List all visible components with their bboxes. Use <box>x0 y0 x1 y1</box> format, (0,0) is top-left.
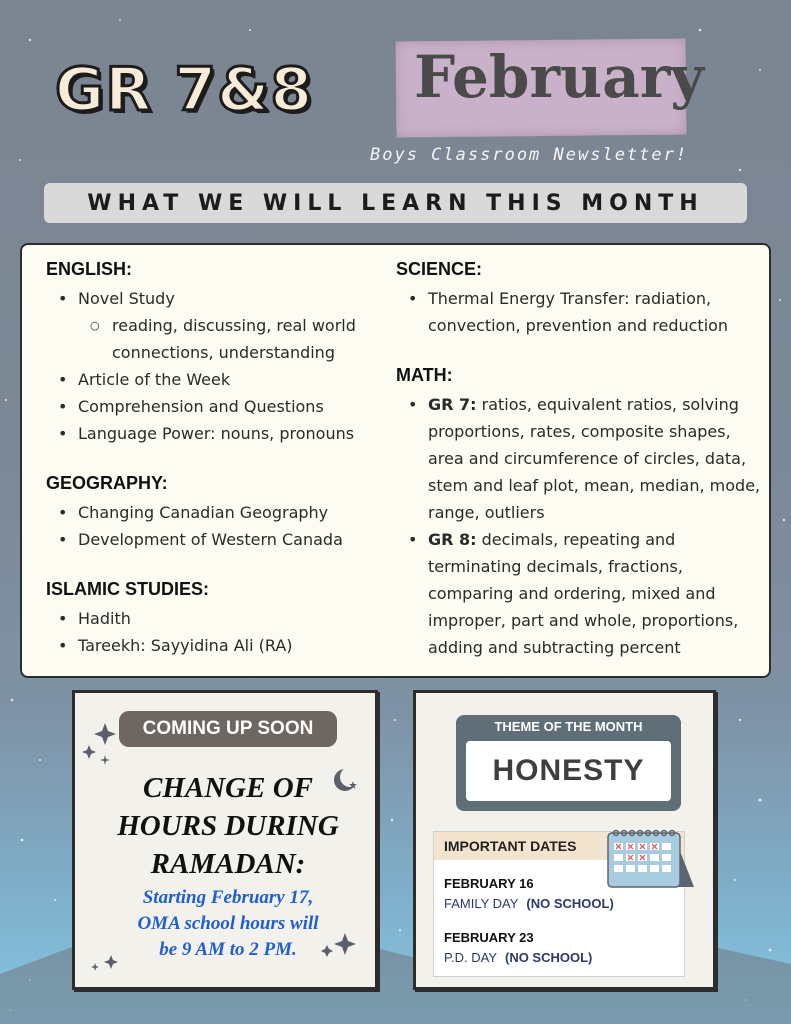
list-item: • Hadith <box>46 605 386 632</box>
gr8-topics: decimals, repeating and terminating decimals, fractions, comparing and ordering, mixed and improper, part and whole, proportions, adding and subtracting percent <box>428 530 739 657</box>
date-description <box>444 950 592 965</box>
list-item: • Tareekh: Sayyidina Ali (RA) <box>46 632 386 659</box>
islamic-studies-heading: ISLAMIC STUDIES: <box>46 579 210 599</box>
detail-line: be 9 AM to 2 PM. <box>159 939 297 960</box>
headline-line: HOURS DURING <box>117 810 339 842</box>
math-list <box>396 391 766 661</box>
ramadan-hours-detail <box>95 885 361 963</box>
list-item: • Comprehension and Questions <box>46 393 386 420</box>
list-item: • Thermal Energy Transfer: radiation, convection, prevention and reduction <box>396 285 766 339</box>
coming-up-card <box>72 690 378 990</box>
gr7-topics: ratios, equivalent ratios, solving proportions, rates, composite shapes, area and circumference of circles, data, stem and leaf plot, mean, median, mode, range, outliers <box>428 395 761 522</box>
left-subject-column <box>46 259 386 659</box>
coming-up-label: COMING UP SOON <box>119 711 337 747</box>
newsletter-subtitle: Boys Classroom Newsletter! <box>370 145 689 165</box>
event-name: FAMILY DAY <box>444 896 519 911</box>
event-name: P.D. DAY <box>444 950 497 965</box>
calendar-icon <box>604 827 696 891</box>
date-title: FEBRUARY 23 <box>444 930 534 945</box>
grade-title: GR 7&8 <box>55 55 314 125</box>
headline-line: RAMADAN: <box>150 848 306 880</box>
list-item-gr7 <box>396 391 766 526</box>
list-item: • Changing Canadian Geography <box>46 499 386 526</box>
headline-line: CHANGE OF <box>142 772 313 804</box>
list-item: • Development of Western Canada <box>46 526 386 553</box>
important-dates-heading: IMPORTANT DATES <box>434 832 684 860</box>
math-heading: MATH: <box>396 365 453 385</box>
event-note: (NO SCHOOL) <box>504 950 593 965</box>
english-list <box>46 285 386 447</box>
list-item: • Novel Study <box>46 285 386 312</box>
gr7-label: GR 7: <box>428 395 477 414</box>
gr8-label: GR 8: <box>428 530 477 549</box>
event-note: (NO SCHOOL) <box>526 896 614 911</box>
list-item-gr8 <box>396 526 766 661</box>
english-heading: ENGLISH: <box>46 259 133 279</box>
detail-line: Starting February 17, <box>142 887 314 908</box>
islamic-studies-list <box>46 605 386 659</box>
month-title: February <box>414 43 705 111</box>
science-list <box>396 285 766 339</box>
learning-panel <box>20 243 771 678</box>
theme-dates-card <box>413 690 716 990</box>
list-item: • Language Power: nouns, pronouns <box>46 420 386 447</box>
list-item: • Article of the Week <box>46 366 386 393</box>
list-subitem: ○ reading, discussing, real world connections, understanding <box>46 312 386 366</box>
science-heading: SCIENCE: <box>396 259 483 279</box>
right-subject-column <box>396 259 766 661</box>
theme-value: HONESTY <box>466 741 671 801</box>
learn-banner: WHAT WE WILL LEARN THIS MONTH <box>44 183 747 223</box>
date-description <box>444 896 614 911</box>
date-title: FEBRUARY 16 <box>444 876 534 891</box>
ramadan-hours-headline <box>95 769 361 883</box>
geography-list <box>46 499 386 553</box>
theme-sign <box>456 715 681 811</box>
detail-line: OMA school hours will <box>137 913 319 934</box>
geography-heading: GEOGRAPHY: <box>46 473 168 493</box>
theme-label: THEME OF THE MONTH <box>494 719 643 734</box>
